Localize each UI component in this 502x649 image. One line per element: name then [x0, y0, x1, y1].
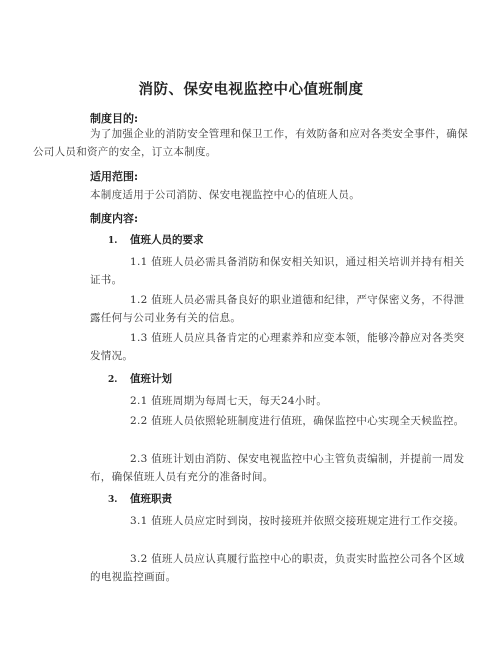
section-3-number: 3.: [108, 495, 118, 505]
section-1-number: 1.: [108, 236, 118, 246]
section-3-title: 值班职责: [130, 493, 172, 505]
purpose-text: 为了加强企业的消防安全管理和保卫工作，有效防备和应对各类安全事件，确保公司人员和资产的安全，订立本制度。: [33, 128, 468, 158]
section-1-item-1: 1.1 值班人员必需具备消防和保安相关知识，通过相关培训并持有相关证书。: [90, 256, 465, 286]
section-1-heading: [108, 232, 204, 247]
section-2-number: 2.: [108, 375, 118, 385]
section-3-item-1: 3.1 值班人员应定时到岗，按时接班并依照交接班规定进行工作交接。: [130, 515, 465, 527]
content-heading: 制度内容:: [90, 212, 139, 225]
section-3-item-2: 3.2 值班人员应认真履行监控中心的职责，负责实时监控公司各个区域的电视监控画面。: [90, 553, 465, 583]
section-1-item-3: 1.3 值班人员应具备肯定的心理素养和应变本领，能够冷静应对各类突发情况。: [90, 332, 465, 362]
section-2-item-1: 2.1 值班周期为每周七天，每天24小时。: [130, 395, 328, 407]
purpose-heading: 制度目的:: [90, 112, 139, 125]
section-1-item-2: 1.2 值班人员必需具备良好的职业道德和纪律，严守保密义务，不得泄露任何与公司业务有关的信息。: [90, 294, 465, 324]
section-2-heading: [108, 371, 172, 386]
document-title: 消防、保安电视监控中心值班制度: [138, 81, 364, 98]
section-2-item-2: 2.2 值班人员依照轮班制度进行值班，确保监控中心实现全天候监控。: [130, 415, 465, 427]
section-3-heading: [108, 491, 172, 506]
scope-heading: 适用范围:: [90, 170, 139, 183]
section-1-title: 值班人员的要求: [130, 234, 204, 246]
scope-text: 本制度适用于公司消防、保安电视监控中心的值班人员。: [90, 189, 360, 201]
section-2-item-3: 2.3 值班计划由消防、保安电视监控中心主管负责编制，并提前一周发布，确保值班人员有充分的准备时间。: [90, 453, 465, 483]
section-2-title: 值班计划: [130, 373, 172, 385]
